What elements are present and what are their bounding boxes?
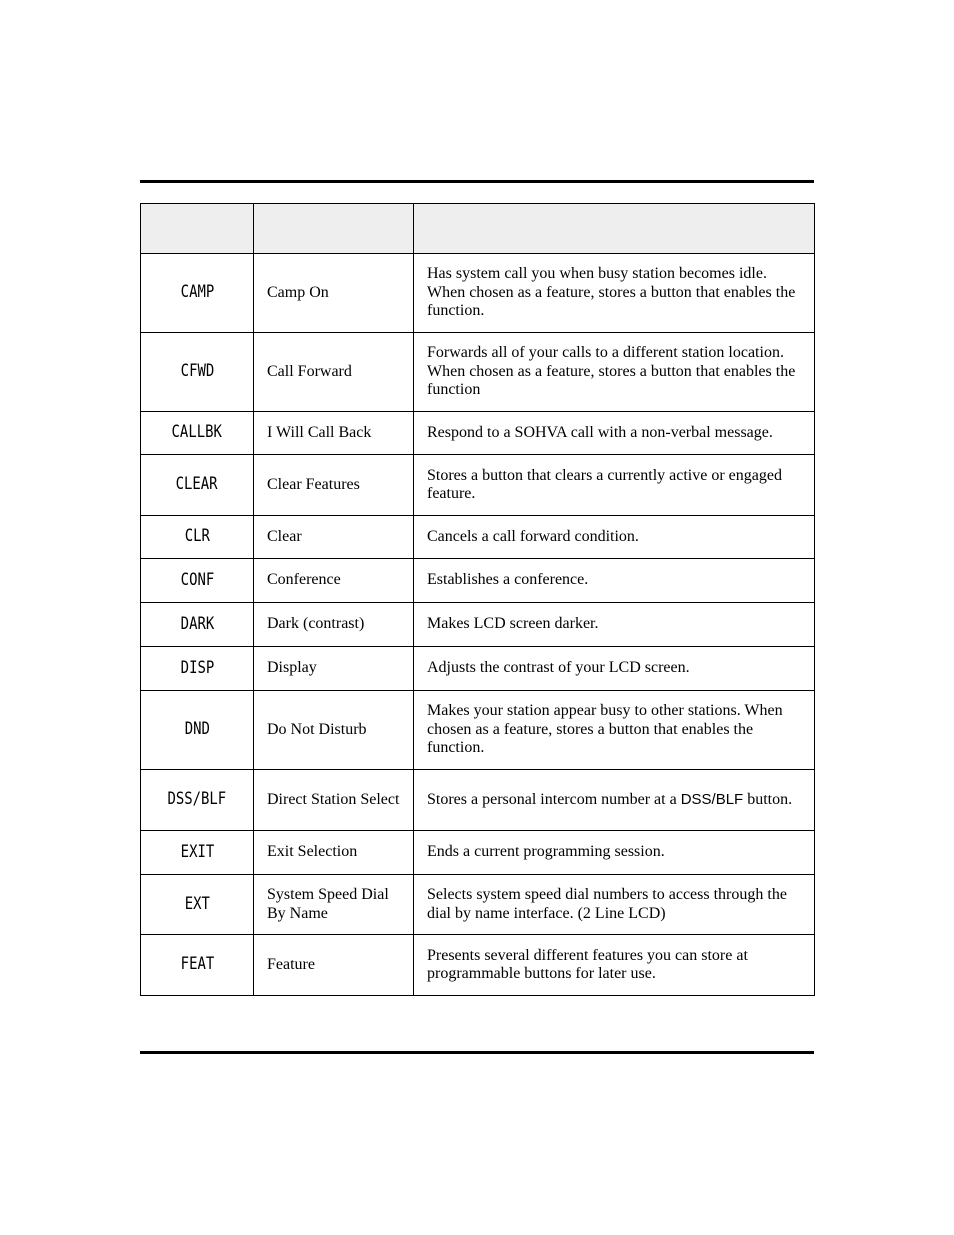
table-header-row: [141, 204, 815, 254]
table-row: [141, 647, 815, 691]
table-row: [141, 412, 815, 455]
table-row: [141, 254, 815, 333]
table-row: [141, 603, 815, 647]
feature-name: Display: [254, 647, 414, 691]
feature-name: System Speed Dial By Name: [254, 875, 414, 935]
feature-description: [414, 770, 815, 831]
feature-name: Do Not Disturb: [254, 691, 414, 770]
feature-name: Clear Features: [254, 455, 414, 516]
display-code: CONF: [180, 569, 214, 590]
display-code: DSS/BLF: [167, 789, 227, 810]
bottom-rule: [140, 1051, 814, 1054]
feature-description: Makes LCD screen darker.: [414, 603, 815, 647]
display-code: FEAT: [180, 954, 214, 975]
header-cell-code: [141, 204, 254, 254]
feature-description: Makes your station appear busy to other stations. When chosen as a feature, stores a button that enables the function.: [414, 691, 815, 770]
feature-description: Respond to a SOHVA call with a non-verbal message.: [414, 412, 815, 455]
display-code: EXT: [184, 893, 210, 914]
table-row: [141, 770, 815, 831]
feature-code-table: [140, 203, 815, 996]
feature-name: Dark (contrast): [254, 603, 414, 647]
top-rule: [140, 180, 814, 183]
display-code: EXIT: [180, 841, 214, 862]
display-code: CLR: [184, 526, 210, 547]
table-row: [141, 333, 815, 412]
table-row: [141, 831, 815, 875]
feature-description: Presents several different features you can store at programmable buttons for later use.: [414, 935, 815, 996]
feature-description: Cancels a call forward condition.: [414, 516, 815, 559]
feature-name: I Will Call Back: [254, 412, 414, 455]
table-row: [141, 935, 815, 996]
header-cell-name: [254, 204, 414, 254]
description-text: Stores a personal intercom number at a: [427, 790, 681, 808]
feature-name: Direct Station Select: [254, 770, 414, 831]
feature-description: Ends a current programming session.: [414, 831, 815, 875]
display-code: CLEAR: [176, 474, 218, 495]
display-code: CFWD: [180, 361, 214, 382]
dss-blf-term: DSS/BLF: [680, 790, 744, 808]
feature-name: Exit Selection: [254, 831, 414, 875]
feature-description: Stores a button that clears a currently active or engaged feature.: [414, 455, 815, 516]
table-row: [141, 691, 815, 770]
feature-description: Has system call you when busy station becomes idle. When chosen as a feature, stores a button that enables the function.: [414, 254, 815, 333]
header-cell-description: [414, 204, 815, 254]
table-row: [141, 455, 815, 516]
feature-name: Clear: [254, 516, 414, 559]
table-row: [141, 559, 815, 603]
table-row: [141, 875, 815, 935]
display-code: DND: [184, 719, 210, 740]
feature-description: Selects system speed dial numbers to access through the dial by name interface. (2 Line LCD): [414, 875, 815, 935]
feature-description: Establishes a conference.: [414, 559, 815, 603]
feature-name: Camp On: [254, 254, 414, 333]
display-code: CAMP: [180, 282, 214, 303]
display-code: DARK: [180, 613, 214, 634]
feature-description: Adjusts the contrast of your LCD screen.: [414, 647, 815, 691]
feature-description: Forwards all of your calls to a different station location. When chosen as a feature, stores a button that enables the function: [414, 333, 815, 412]
feature-name: Call Forward: [254, 333, 414, 412]
display-code: DISP: [180, 657, 214, 678]
table-row: [141, 516, 815, 559]
display-code: CALLBK: [171, 422, 223, 443]
description-text: button.: [743, 790, 793, 808]
feature-name: Conference: [254, 559, 414, 603]
feature-name: Feature: [254, 935, 414, 996]
